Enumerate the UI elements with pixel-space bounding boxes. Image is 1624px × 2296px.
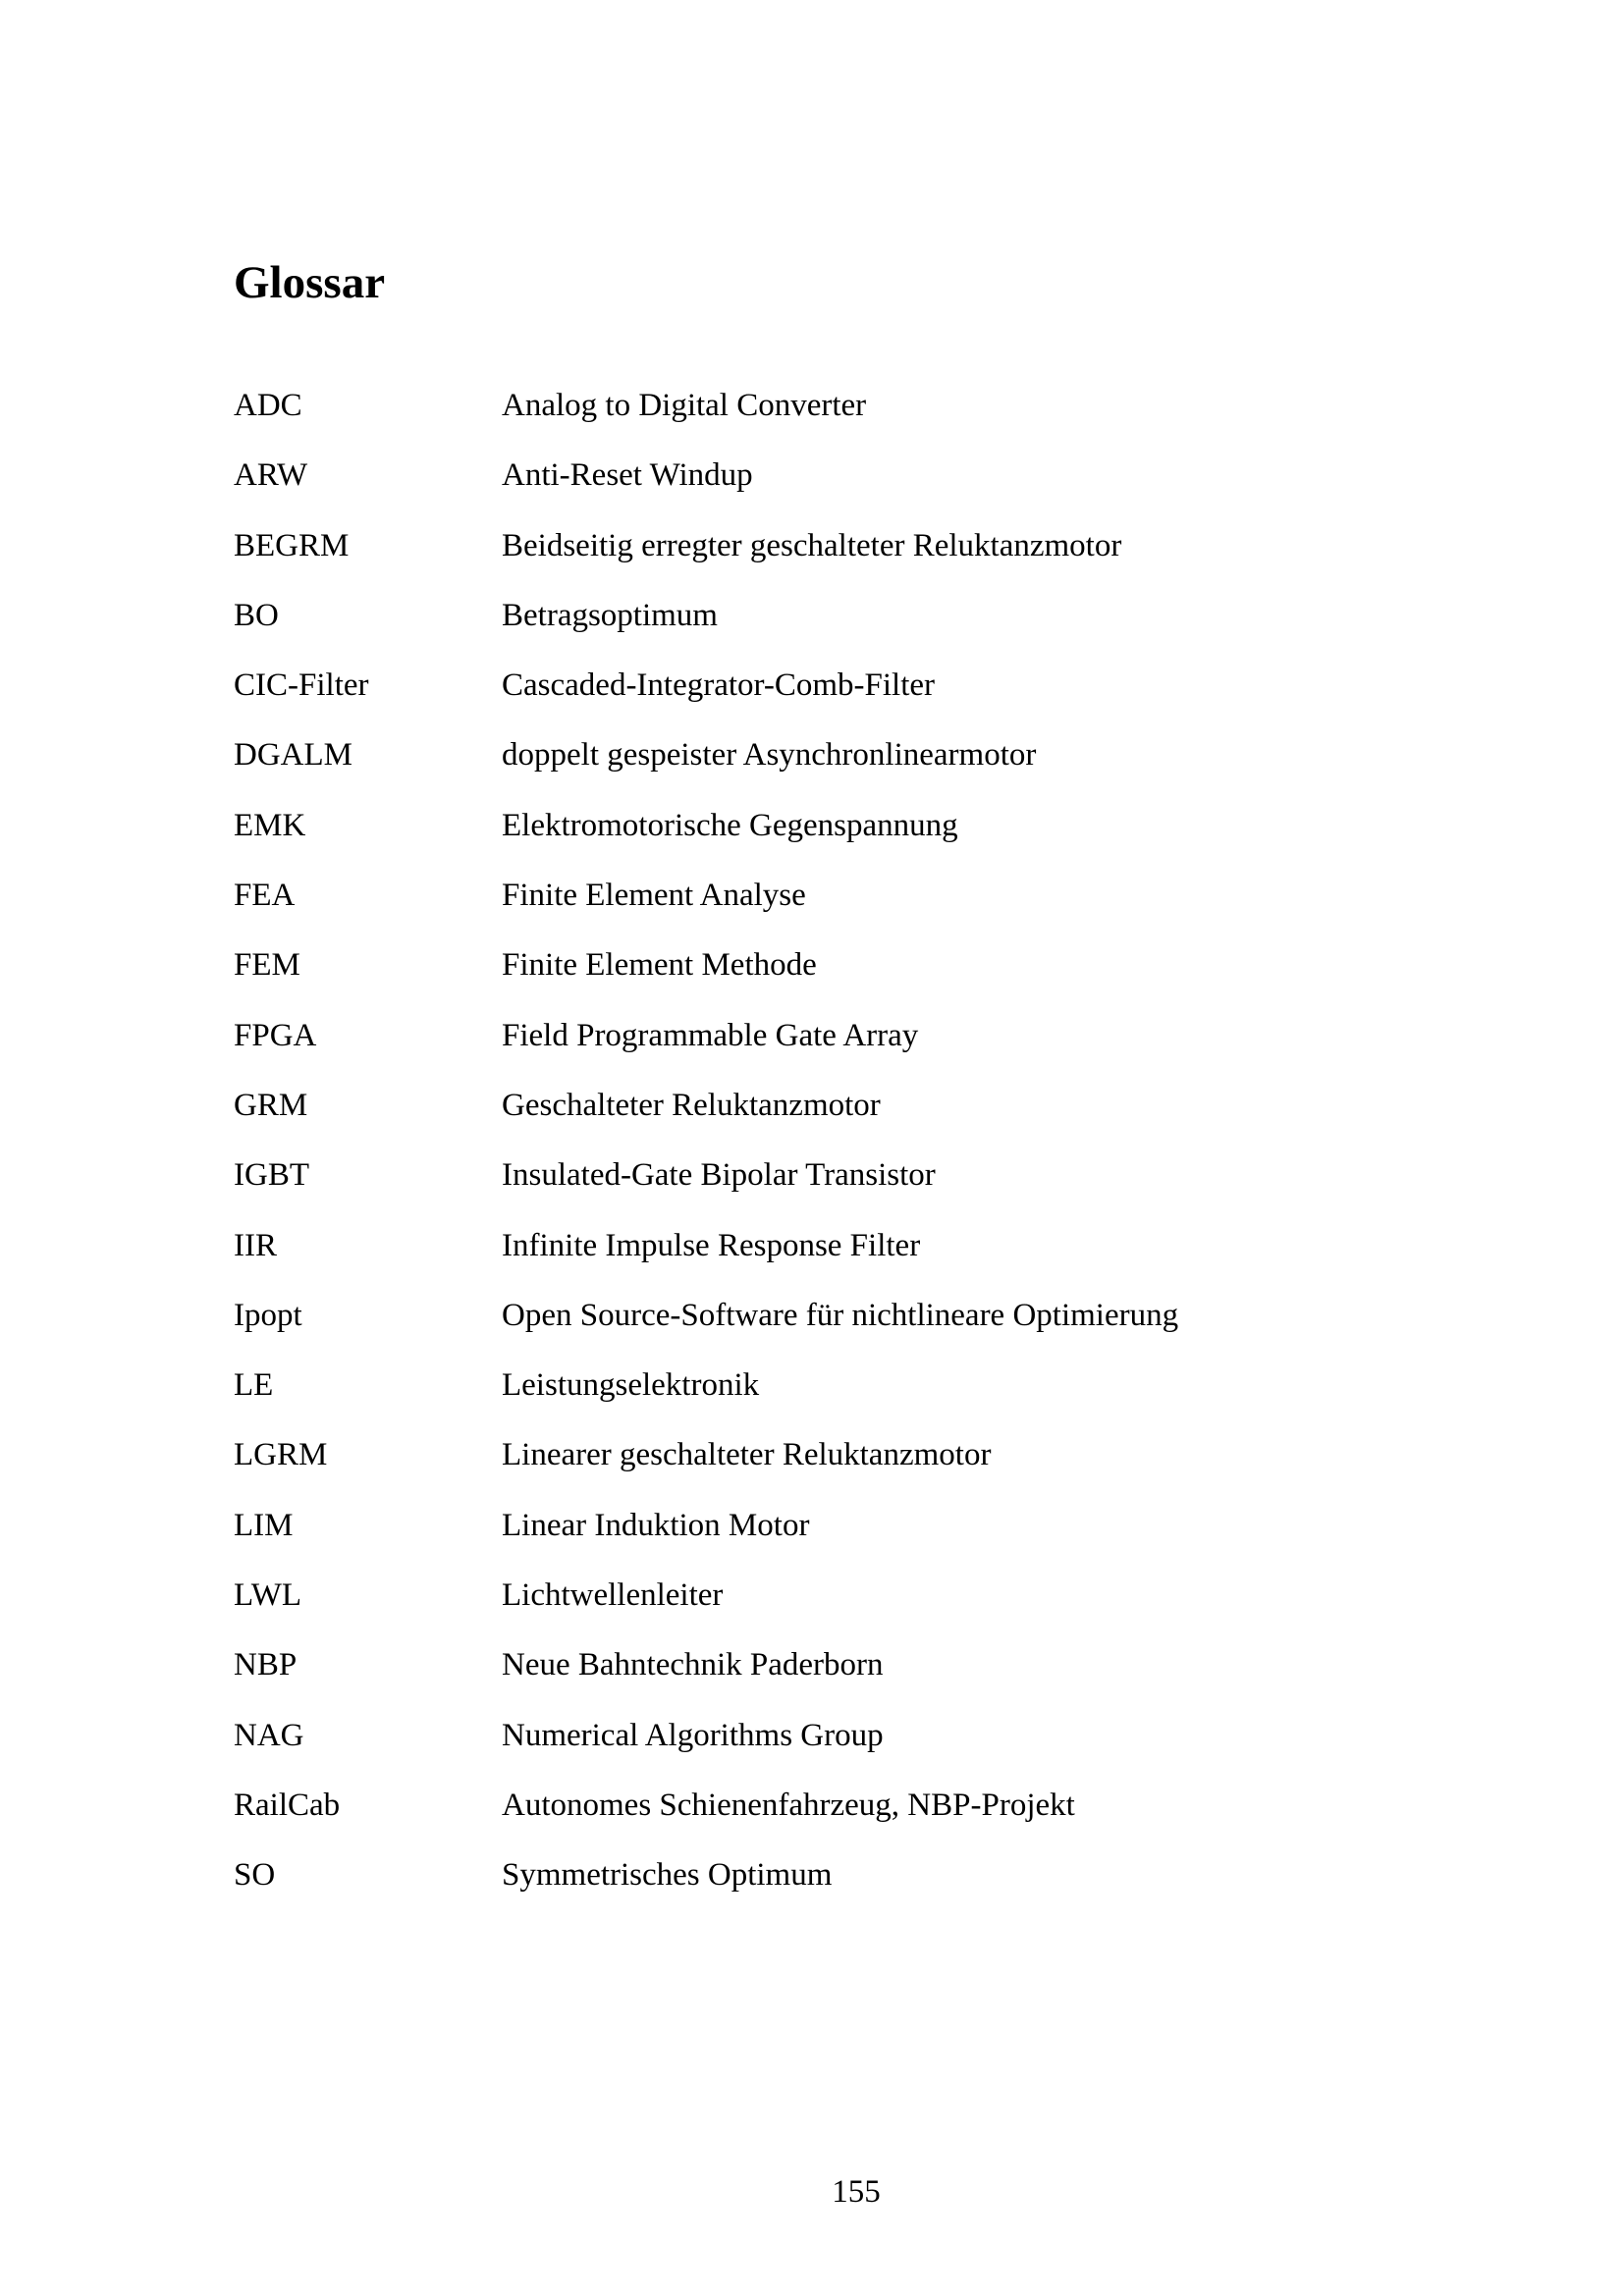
glossary-entry <box>234 1716 1412 1786</box>
glossary-term: FEA <box>234 878 296 914</box>
glossary-definition: Anti-Reset Windup <box>502 457 753 494</box>
glossary-term: SO <box>234 1857 276 1894</box>
glossary-definition: Finite Element Analyse <box>502 878 806 914</box>
glossary-definition: Neue Bahntechnik Paderborn <box>502 1647 884 1683</box>
glossary-term: ARW <box>234 457 308 494</box>
glossary-entry <box>234 806 1412 876</box>
glossary-entry <box>234 876 1412 945</box>
glossary-term: FPGA <box>234 1017 317 1053</box>
glossary-definition: Analog to Digital Converter <box>502 388 867 423</box>
page-title: Glossar <box>234 257 386 308</box>
glossary-term: LWL <box>234 1577 302 1614</box>
glossary-term: CIC-Filter <box>234 667 369 704</box>
glossary-term: ADC <box>234 388 302 423</box>
glossary-definition: Geschalteter Reluktanzmotor <box>502 1087 881 1123</box>
glossary-entry <box>234 596 1412 666</box>
glossary-definition: Lichtwellenleiter <box>502 1577 724 1614</box>
glossary-entry <box>234 455 1412 525</box>
glossary-entry <box>234 1086 1412 1155</box>
glossary-term: EMK <box>234 807 306 843</box>
glossary-entry <box>234 1786 1412 1855</box>
glossary-definition: Field Programmable Gate Array <box>502 1017 919 1053</box>
glossary-entry <box>234 666 1412 735</box>
glossary-definition: Symmetrisches Optimum <box>502 1857 833 1894</box>
glossary-term: IIR <box>234 1227 277 1263</box>
glossary-entry <box>234 1506 1412 1575</box>
glossary-entry <box>234 1365 1412 1435</box>
glossary-definition: Linearer geschalteter Reluktanzmotor <box>502 1437 992 1473</box>
glossary-definition: Cascaded-Integrator-Comb-Filter <box>502 667 936 704</box>
glossary-entry <box>234 1575 1412 1645</box>
glossary-entry <box>234 735 1412 805</box>
glossary-definition: Open Source-Software für nichtlineare Optimierung <box>502 1297 1179 1333</box>
glossary-definition: Elektromotorische Gegenspannung <box>502 807 958 843</box>
glossary-definition: Beidseitig erregter geschalteter Reluktanzmotor <box>502 527 1122 563</box>
glossary-entry <box>234 1016 1412 1086</box>
glossary-term: NBP <box>234 1647 298 1683</box>
glossary-definition: Finite Element Methode <box>502 947 817 984</box>
glossary-term: GRM <box>234 1087 308 1123</box>
glossary-definition: Betragsoptimum <box>502 597 718 633</box>
glossary-term: Ipopt <box>234 1297 302 1333</box>
glossary-definition: Autonomes Schienenfahrzeug, NBP-Projekt <box>502 1787 1075 1823</box>
glossary-entry <box>234 1155 1412 1225</box>
page-number: 155 <box>832 2174 881 2210</box>
glossary-entry <box>234 1855 1412 1925</box>
glossary-list <box>234 386 1412 1926</box>
glossary-entry <box>234 1296 1412 1365</box>
glossary-entry <box>234 386 1412 455</box>
glossary-term: IGBT <box>234 1157 309 1194</box>
glossary-term: NAG <box>234 1717 304 1753</box>
glossary-entry <box>234 945 1412 1015</box>
glossary-term: LIM <box>234 1507 294 1543</box>
glossary-term: LGRM <box>234 1437 328 1473</box>
glossary-term: BEGRM <box>234 527 350 563</box>
glossary-term: LE <box>234 1367 274 1404</box>
glossary-definition: Infinite Impulse Response Filter <box>502 1227 921 1263</box>
glossary-term: BO <box>234 597 279 633</box>
glossary-term: DGALM <box>234 737 352 774</box>
glossary-entry <box>234 1645 1412 1715</box>
glossary-entry <box>234 1226 1412 1296</box>
glossary-term: FEM <box>234 947 300 984</box>
glossary-definition: Numerical Algorithms Group <box>502 1717 884 1753</box>
glossary-entry <box>234 1435 1412 1505</box>
glossary-definition: doppelt gespeister Asynchronlinearmotor <box>502 737 1037 774</box>
glossary-entry <box>234 526 1412 596</box>
glossary-definition: Leistungselektronik <box>502 1367 760 1404</box>
glossary-term: RailCab <box>234 1787 341 1823</box>
glossary-definition: Linear Induktion Motor <box>502 1507 810 1543</box>
glossary-definition: Insulated-Gate Bipolar Transistor <box>502 1157 936 1194</box>
